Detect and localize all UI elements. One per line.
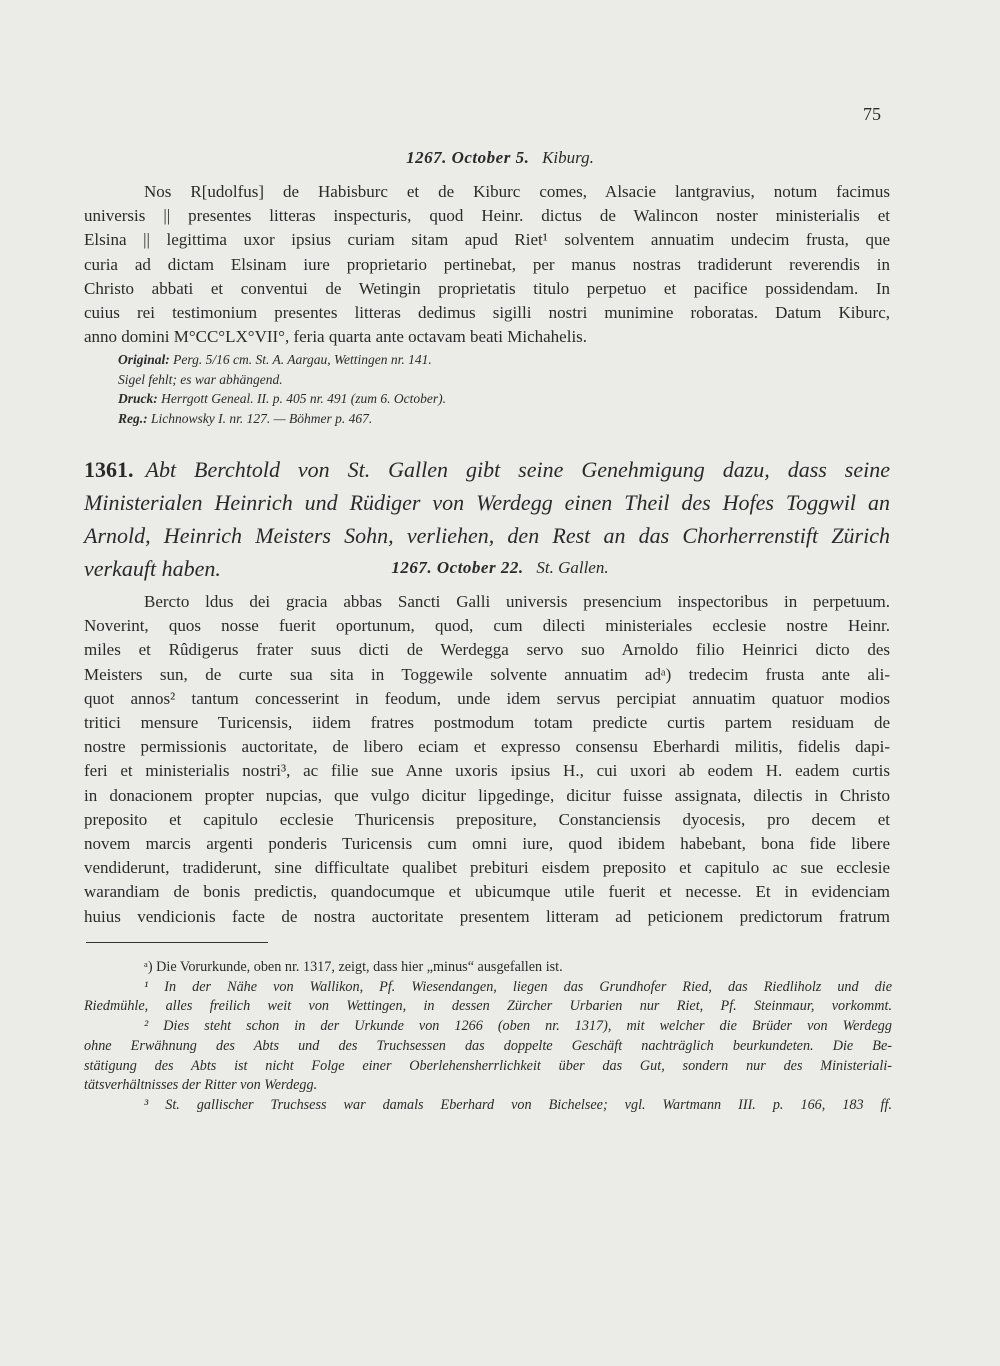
footnote-line: ᵃ) Die Vorurkunde, oben nr. 1317, zeigt, dass hier „minus“ ausgefallen ist. (144, 959, 563, 975)
doc2-place: St. Gallen. (536, 558, 609, 577)
doc2-line: nostre permissionis auctoritate, de libero eciam et expresso consensu Eberhardi militis, fidelis dapi- (84, 737, 890, 757)
doc1-line: Christo abbati et conventui de Wetingin proprietatis titulo perpetuo et pacifice possidendam. In (84, 278, 890, 298)
footnote-rule (86, 942, 268, 943)
heading-line (84, 453, 890, 486)
doc1-notes (118, 350, 838, 428)
doc1-note (118, 370, 838, 390)
heading-text: Abt Berchtold von St. Gallen gibt seine Genehmigung dazu, dass seine (145, 457, 890, 482)
doc2-date: 1267. October 22. (391, 558, 524, 577)
doc1-note (118, 409, 838, 429)
note-label: Reg.: (118, 410, 148, 426)
doc2-line: feri et ministerialis nostri³, ac filie sue Anne uxoris ipsius H., cui uxori ab eodem H. eadem curtis (84, 761, 890, 781)
doc2-line: Meisters sun, de curte sua sita in Toggewile solvente annuatim adᵃ) tredecim frusta ante ali- (84, 664, 890, 684)
heading-line: verkauft haben. (84, 556, 221, 581)
doc2-line: tritici mensure Turicensis, iidem fratres postmodum totam predicte curtis partem residuam de (84, 713, 890, 733)
footnote-line: ³ St. gallischer Truchsess war damals Eberhard von Bichelsee; vgl. Wartmann III. p. 166, 183 ff. (144, 1096, 892, 1113)
doc1-line: anno domini M°CC°LX°VII°, feria quarta ante octavam beati Michahelis. (84, 327, 588, 347)
note-text: Sigel fehlt; es war abhängend. (118, 371, 283, 387)
note-label: Original: (118, 352, 170, 367)
doc1-line: universis || presentes litteras inspecturis, quod Heinr. dictus de Walincon noster ministerialis et (84, 206, 890, 226)
doc1-place: Kiburg. (542, 148, 594, 167)
doc1-note (118, 350, 838, 370)
doc2-line: preposito et capitulo ecclesie Thuricensis prepositure, Constanciensis dyocesis, pro decem et (84, 809, 890, 829)
doc2-body (84, 590, 890, 929)
doc2-line: in donacionem propter nupcias, que vulgo dicitur lipgedinge, dicitur fuisse assignata, dilectis in Christo (84, 785, 890, 805)
doc2-line: novem marcis argenti ponderis Turicensis cum omni iure, quod ibidem habebant, bona fide libere (84, 834, 890, 854)
doc2-line: quot annos² tantum concesserint in feodum, unde idem servus percipiat annuatim quatuor modios (84, 688, 890, 708)
note-label: Druck: (118, 391, 158, 406)
footnotes (84, 958, 892, 1116)
doc2-line: vendiderunt, tradiderunt, sine difficultate qualibet prebituri eisdem preposito et capitulo ac sue ecclesie (84, 858, 890, 878)
footnote-line: tätsverhältnisses der Ritter von Werdegg. (84, 1077, 318, 1094)
doc1-note (118, 389, 838, 409)
doc2-line: Bercto ldus dei gracia abbas Sancti Galli universis presencium inspectoribus in perpetuum. (144, 592, 890, 611)
doc1-line: curia ad dictam Elsinam iure proprietario pertinebat, per manus nostras tradiderunt reverendis in (84, 254, 890, 274)
doc1-line: cuius rei testimonium presentes litteras dedimus sigilli nostri munimine roboratas. Datum Kiburc, (84, 303, 890, 323)
footnote-line: ² Dies steht schon in der Urkunde von 1266 (oben nr. 1317), mit welcher die Brüder von Werdegg (144, 1018, 892, 1035)
doc2-line: huius vendicionis facte de nostra auctoritate presentem litteram ad peticionem predictorum fratrum (84, 906, 890, 926)
footnote-line: ohne Erwähnung des Abts und des Truchsessen das doppelte Geschäft nachträglich beurkundeten. Die Be- (84, 1037, 892, 1054)
doc2-line: miles et Rûdigerus frater suus dicti de Werdegga servo suo Arnoldo filio Heinrici dicto des (84, 640, 890, 660)
doc2-number: 1361. (84, 457, 134, 482)
note-text: Perg. 5/16 cm. St. A. Aargau, Wettingen nr. 141. (173, 352, 432, 367)
doc1-line: Nos R[udolfus] de Habisburc et de Kiburc comes, Alsacie lantgravius, notum facimus (144, 182, 890, 201)
note-text: Lichnowsky I. nr. 127. — Böhmer p. 467. (151, 410, 373, 426)
doc1-line: Elsina || legittima uxor ipsius curiam sitam apud Riet¹ solventem annuatim undecim frusta, que (84, 230, 890, 250)
doc2-line: Noverint, quos nosse fuerit oportunum, quod, cum dilecti ministeriales ecclesie nostre Heinr. (84, 616, 890, 636)
doc2-line: warandiam de bonis predictis, quandocumque et ubicumque utile fuerit et necesse. Et in evidenciam (84, 882, 890, 902)
heading-line: Arnold, Heinrich Meisters Sohn, verliehen, den Rest an das Chorherrenstift Zürich (84, 523, 890, 548)
doc1-date: 1267. October 5. (406, 148, 530, 167)
doc2-dateline (0, 558, 1000, 578)
doc1-dateline (0, 148, 1000, 168)
note-text: Herrgott Geneal. II. p. 405 nr. 491 (zum 6. October). (161, 391, 446, 406)
doc1-body (84, 180, 890, 349)
footnote-line: Riedmühle, alles freilich weit von Wettingen, in dessen Zürcher Urbarien nur Riet, Pf. Steinmaur, vorkommt. (84, 998, 892, 1015)
heading-line: Ministerialen Heinrich und Rüdiger von Werdegg einen Theil des Hofes Toggwil an (84, 490, 890, 515)
footnote-line: ¹ In der Nähe von Wallikon, Pf. Wiesendangen, liegen das Grundhofer Ried, das Riedliholz und die (144, 978, 892, 995)
footnote-line: stätigung des Abts ist nicht Folge einer Oberlehensherrlichkeit über das Gut, sondern nur des Ministeriali- (84, 1057, 892, 1074)
page-number: 75 (863, 104, 881, 124)
